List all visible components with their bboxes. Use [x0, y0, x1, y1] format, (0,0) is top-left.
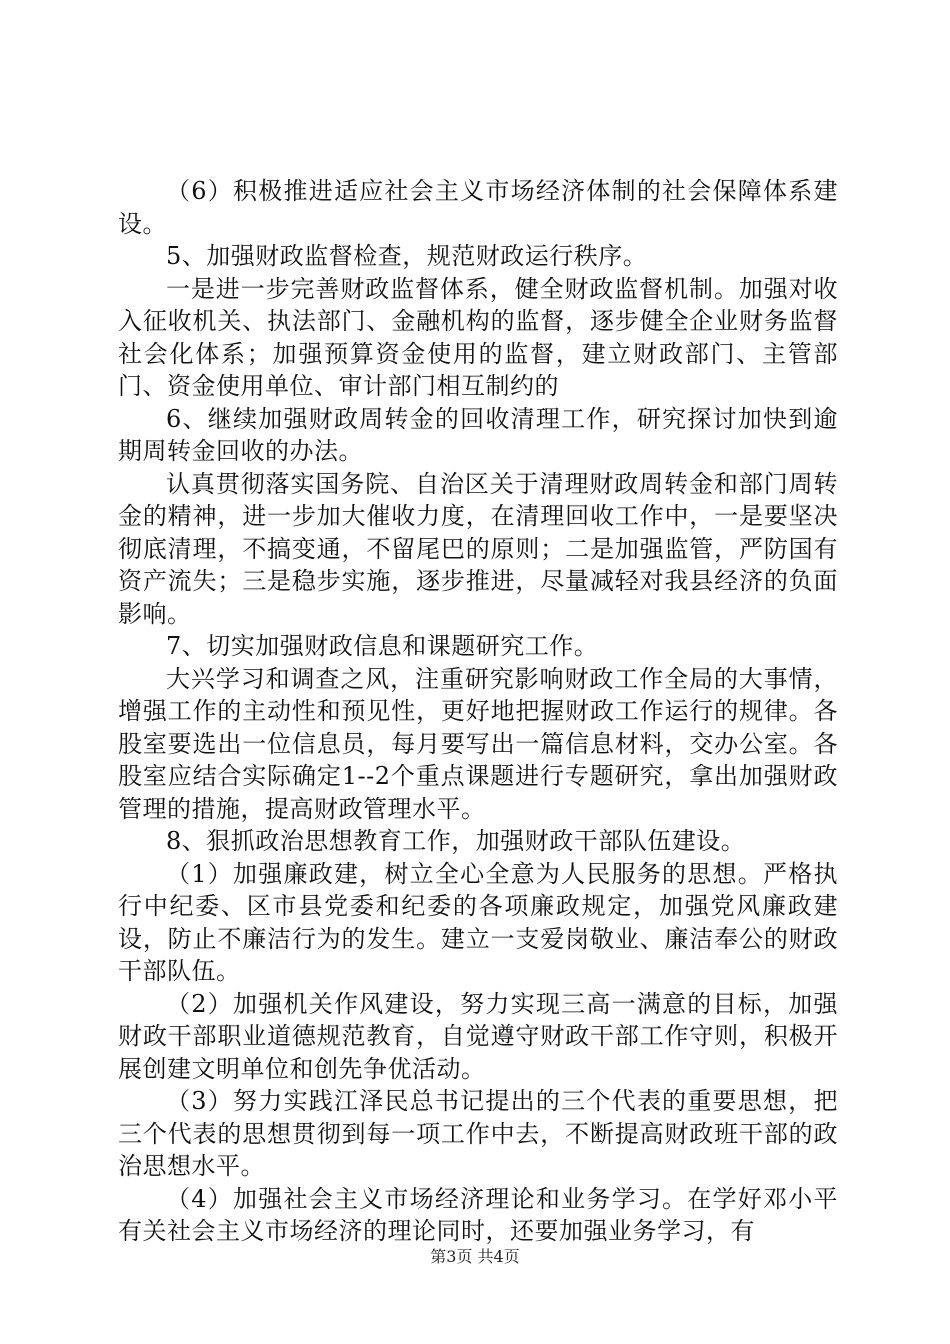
- paragraph-work-style: （2）加强机关作风建设，努力实现三高一满意的目标，加强财政干部职业道德规范教育，自觉遵守财政干部工作守则，积极开展创建文明单位和创先争优活动。: [118, 989, 838, 1083]
- heading-information-research: 7、切实加强财政信息和课题研究工作。: [166, 632, 599, 660]
- paragraph-social-security: （6）积极推进适应社会主义市场经济体制的社会保障体系建设。: [118, 177, 838, 238]
- paragraph-three-represents: （3）努力实践江泽民总书记提出的三个代表的重要思想，把三个代表的思想贯彻到每一项工作中去，不断提高财政班干部的政治思想水平。: [118, 1087, 838, 1180]
- heading-revolving-funds: 6、继续加强财政周转金的回收清理工作，研究探讨加快到逾期周转金回收的办法。: [118, 404, 838, 465]
- heading-political-education: 8、狠抓政治思想教育工作，加强财政干部队伍建设。: [166, 827, 746, 855]
- page-number-footer: 第3页 共4页: [430, 1247, 520, 1266]
- heading-fiscal-supervision: 5、加强财政监督检查，规范财政运行秩序。: [166, 242, 648, 270]
- paragraph-information-research: 大兴学习和调查之风，注重研究影响财政工作全局的大事情，增强工作的主动性和预见性，更好地把握财政工作运行的规律。各股室要选出一位信息员，每月要写出一篇信息材料，交办公室。各股室应结合实际确定1--2个重点课题进行专题研究，拿出加强财政管理的措施，提高财政管理水平。: [118, 664, 838, 823]
- paragraph-revolving-funds: 认真贯彻落实国务院、自治区关于清理财政周转金和部门周转金的精神，进一步加大催收力度，在清理回收工作中，一是要坚决彻底清理，不搞变通，不留尾巴的原则；二是加强监管，严防国有资产流失；三是稳步实施，逐步推进，尽量减轻对我县经济的负面影响。: [118, 469, 838, 628]
- paragraph-theory-study: （4）加强社会主义市场经济理论和业务学习。在学好邓小平有关社会主义市场经济的理论同时，还要加强业务学习，有: [118, 1184, 838, 1245]
- paragraph-integrity: （1）加强廉政建，树立全心全意为人民服务的思想。严格执行中纪委、区市县党委和纪委的各项廉政规定，加强党风廉政建设，防止不廉洁行为的发生。建立一支爱岗敬业、廉洁奉公的财政干部队伍。: [118, 859, 838, 985]
- document-body: [118, 175, 838, 1248]
- paragraph-fiscal-supervision-system: 一是进一步完善财政监督体系，健全财政监督机制。加强对收入征收机关、执法部门、金融机构的监督，逐步健全企业财务监督社会化体系；加强预算资金使用的监督，建立财政部门、主管部门、资金使用单位、审计部门相互制约的: [118, 274, 838, 400]
